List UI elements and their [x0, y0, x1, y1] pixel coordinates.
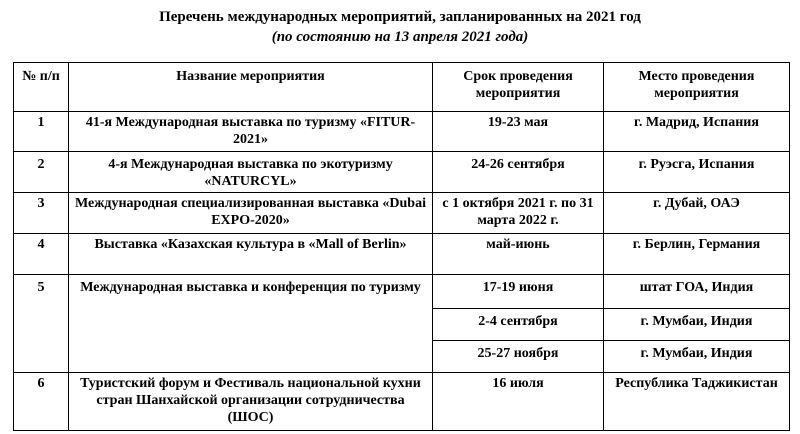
- event-place: штат ГОА, Индия: [604, 275, 790, 309]
- table-row: [14, 234, 790, 275]
- header-num: № п/п: [14, 63, 69, 112]
- header-place: Место проведения мероприятия: [604, 63, 790, 112]
- event-place: г. Мадрид, Испания: [604, 112, 790, 152]
- event-date: 2-4 сентября: [433, 309, 604, 341]
- event-date: 19-23 мая: [433, 112, 604, 152]
- table-row: [14, 193, 790, 234]
- event-place: г. Мумбаи, Индия: [604, 309, 790, 341]
- document-header: [0, 0, 800, 58]
- header-name: Название мероприятия: [69, 63, 433, 112]
- row-num: 6: [14, 373, 69, 431]
- event-place: г. Дубай, ОАЭ: [604, 193, 790, 234]
- event-name: Международная специализированная выставка «Dubai EXPO-2020»: [69, 193, 433, 234]
- row-num: 5: [14, 275, 69, 373]
- row-num: 2: [14, 152, 69, 193]
- event-date: 17-19 июня: [433, 275, 604, 309]
- header-date: Срок проведения мероприятия: [433, 63, 604, 112]
- event-date: 16 июля: [433, 373, 604, 431]
- table-row: [14, 152, 790, 193]
- table-row: [14, 373, 790, 431]
- event-place: г. Руэсга, Испания: [604, 152, 790, 193]
- event-place: г. Мумбаи, Индия: [604, 341, 790, 373]
- events-table: [13, 62, 790, 431]
- event-name: Международная выставка и конференция по туризму: [69, 275, 433, 373]
- event-name: 4-я Международная выставка по экотуризму «NATURCYL»: [69, 152, 433, 193]
- document-title: Перечень международных мероприятий, запланированных на 2021 год: [159, 9, 641, 25]
- event-name: Выставка «Казахская культура в «Mall of Berlin»: [69, 234, 433, 275]
- event-date: 25-27 ноября: [433, 341, 604, 373]
- event-date: май-июнь: [433, 234, 604, 275]
- table-header-row: [14, 63, 790, 112]
- table-row: [14, 112, 790, 152]
- event-place: г. Берлин, Германия: [604, 234, 790, 275]
- event-name: 41-я Международная выставка по туризму «FITUR-2021»: [69, 112, 433, 152]
- event-place: Республика Таджикистан: [604, 373, 790, 431]
- row-num: 3: [14, 193, 69, 234]
- event-name: Туристский форум и Фестиваль национальной кухни стран Шанхайской организации сотрудничества (ШОС): [69, 373, 433, 431]
- table-row: [14, 275, 790, 309]
- row-num: 4: [14, 234, 69, 275]
- event-date: 24-26 сентября: [433, 152, 604, 193]
- document-subtitle: (по состоянию на 13 апреля 2021 года): [271, 29, 529, 45]
- row-num: 1: [14, 112, 69, 152]
- event-date: с 1 октября 2021 г. по 31 марта 2022 г.: [433, 193, 604, 234]
